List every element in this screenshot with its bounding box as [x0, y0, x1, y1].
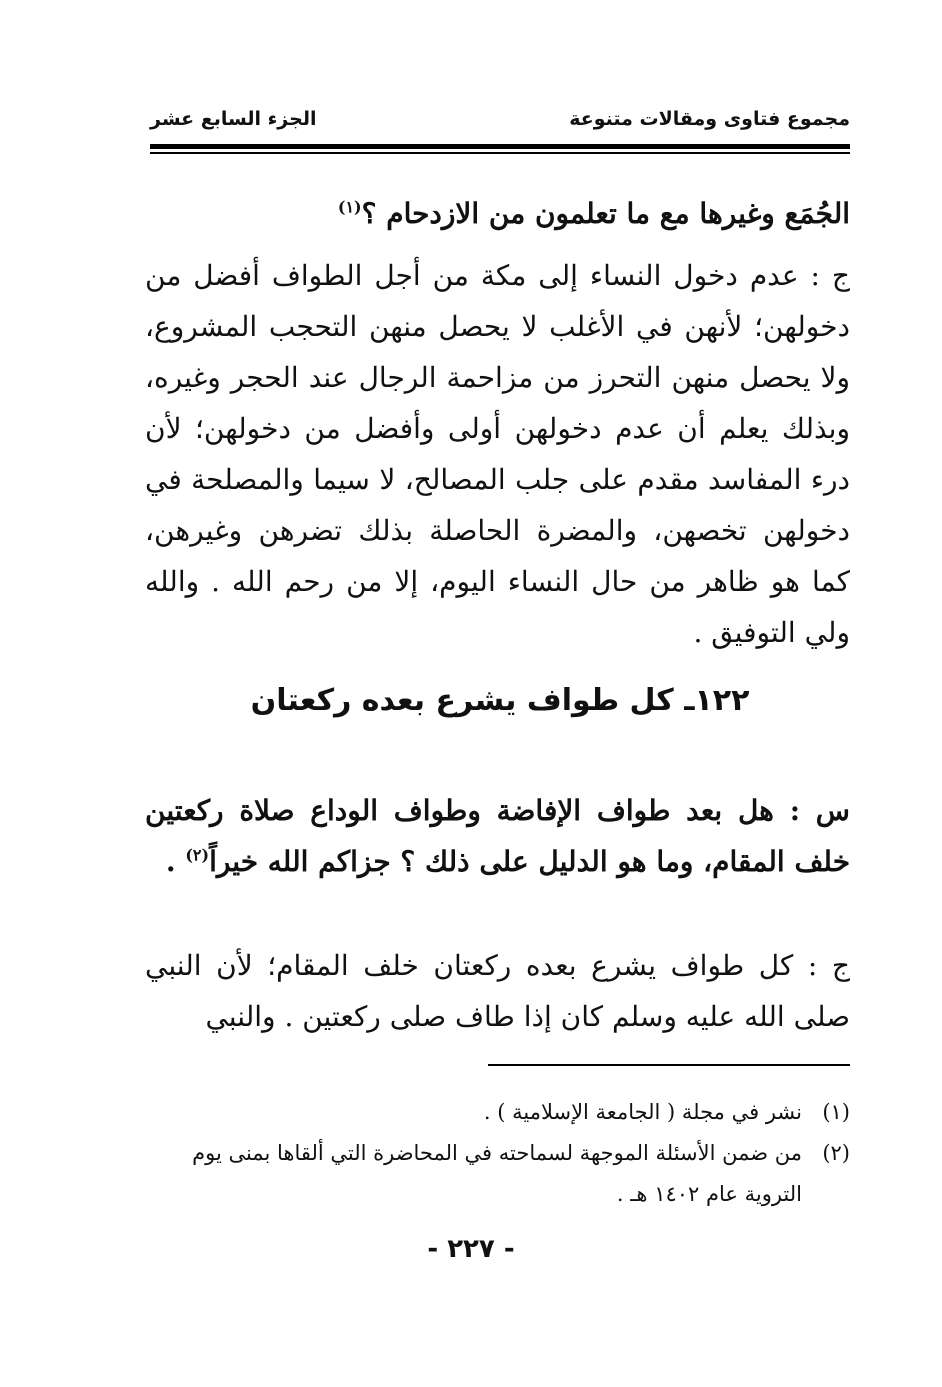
header-rule-thick — [150, 144, 850, 149]
book-title: مجموع فتاوى ومقالات متنوعة — [569, 108, 850, 130]
header-rule-thin — [150, 152, 850, 154]
footnote-ref-2: (٢) — [185, 845, 210, 865]
footnote-separator — [488, 1064, 850, 1066]
question-continuation — [145, 188, 850, 239]
footnote-item — [145, 1133, 850, 1215]
answer-1-text: ج : عدم دخول النساء إلى مكة من أجل الطواف أفضل من دخولهن؛ لأنهن في الأغلب لا يحصل منهن التحجب المشروع، ولا يحصل منهن التحرز من مزاحمة الرجال عند الحجر وغيره، وبذلك يعلم أن عدم دخولهن أولى وأفضل من دخولهن؛ لأن درء المفاسد مقدم على جلب المصالح، لا سيما والمصلحة في دخولهن تخصهن، والمضرة الحاصلة بذلك تضرهن وغيرهن، كما هو ظاهر من حال النساء اليوم، إلا من رحم الله . والله ولي التوفيق . — [145, 259, 850, 649]
footnote-number: (٢) — [822, 1141, 850, 1165]
section-title: ١٢٢ـ كل طواف يشرع بعده ركعتان — [250, 683, 750, 718]
question-2-end: . — [165, 845, 176, 878]
question-2 — [145, 785, 850, 887]
footnotes — [145, 1092, 850, 1215]
answer-2 — [145, 940, 850, 1042]
page-number: - ٢٢٧ - — [427, 1234, 515, 1264]
footnote-text: من ضمن الأسئلة الموجهة لسماحته في المحاضرة التي ألقاها بمنى يوم التروية عام ١٤٠٢ هـ . — [192, 1141, 802, 1206]
question-2-text: س : هل بعد طواف الإفاضة وطواف الوداع صلاة ركعتين خلف المقام، وما هو الدليل على ذلك ؟ جزاكم الله خيراً — [145, 794, 850, 878]
footnote-number: (١) — [822, 1100, 850, 1124]
answer-1 — [145, 250, 850, 658]
footnote-ref-1: (١) — [337, 197, 362, 217]
question-continuation-text: الجُمَع وغيرها مع ما تعلمون من الازدحام ؟ — [361, 197, 850, 230]
volume-label: الجزء السابع عشر — [150, 108, 317, 130]
answer-2-text: ج : كل طواف يشرع بعده ركعتان خلف المقام؛ لأن النبي صلى الله عليه وسلم كان إذا طاف صلى ركعتين . والنبي — [145, 949, 850, 1033]
footnote-item — [145, 1092, 850, 1133]
footnote-text: نشر في مجلة ( الجامعة الإسلامية ) . — [483, 1100, 802, 1124]
running-header — [150, 108, 850, 138]
